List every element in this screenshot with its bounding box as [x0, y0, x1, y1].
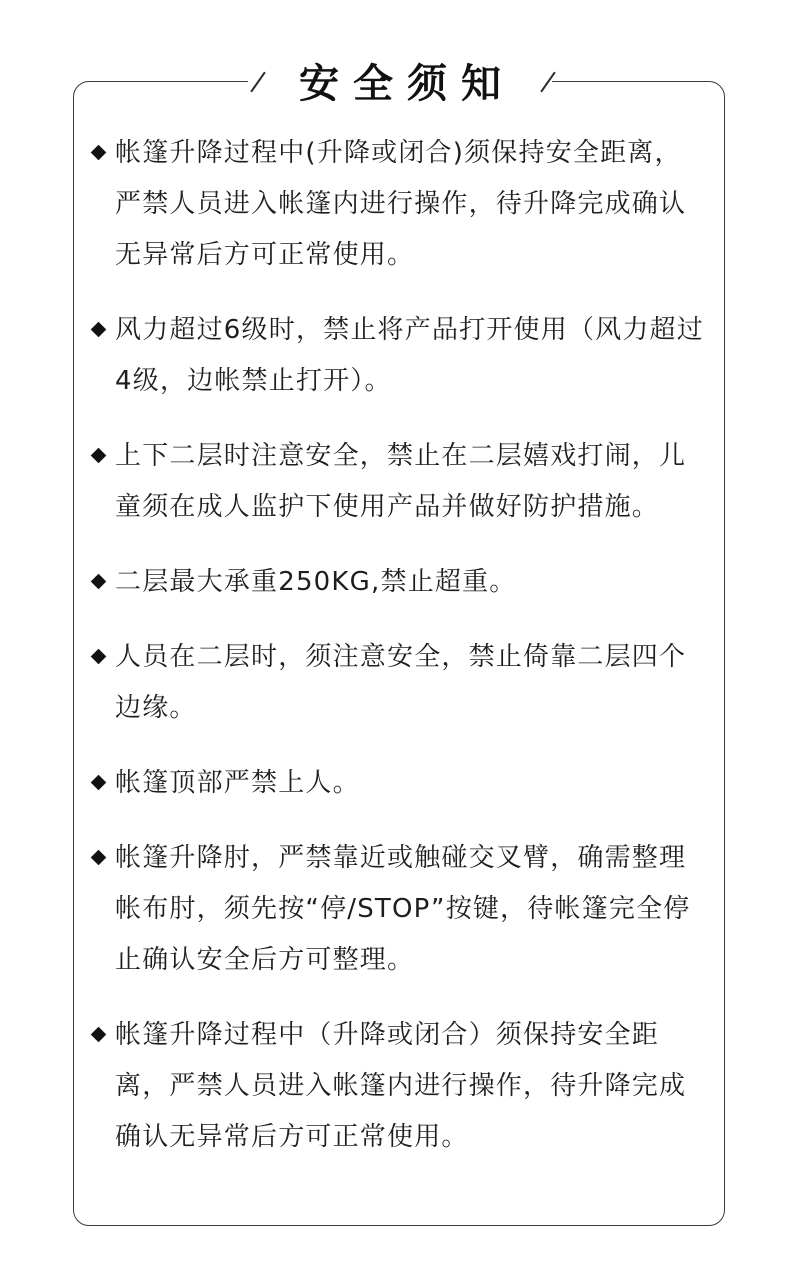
notice-text: 帐篷升降过程中（升降或闭合）须保持安全距离，严禁人员进入帐篷内进行操作，待升降完成确认无异常后方可正常使用。 [115, 1020, 687, 1152]
diamond-bullet-icon [91, 1027, 107, 1043]
diamond-bullet-icon [91, 448, 107, 464]
notice-list [92, 128, 704, 1187]
notice-text: 风力超过6级时，禁止将产品打开使用（风力超过4级，边帐禁止打开）。 [115, 315, 704, 396]
notice-item [92, 128, 704, 281]
diamond-bullet-icon [91, 850, 107, 866]
notice-text: 二层最大承重250KG,禁止超重。 [115, 567, 517, 597]
diamond-bullet-icon [91, 775, 107, 791]
notice-item [92, 632, 704, 734]
notice-text: 人员在二层时，须注意安全，禁止倚靠二层四个边缘。 [115, 642, 687, 723]
notice-item [92, 833, 704, 986]
diamond-bullet-icon [91, 574, 107, 590]
page-title: 安全须知 [299, 61, 515, 107]
notice-item [92, 431, 704, 533]
diamond-bullet-icon [91, 322, 107, 338]
notice-text: 帐篷升降肘，严禁靠近或触碰交叉臂，确需整理帐布肘，须先按“停/STOP”按键，待帐篷完全停止确认安全后方可整理。 [115, 843, 691, 975]
notice-text: 上下二层时注意安全，禁止在二层嬉戏打闹，儿童须在成人监护下使用产品并做好防护措施。 [115, 441, 687, 522]
notice-item [92, 1010, 704, 1163]
notice-item [92, 557, 704, 608]
notice-item [92, 305, 704, 407]
notice-text: 帐篷顶部严禁上人。 [115, 768, 360, 798]
diamond-bullet-icon [91, 145, 107, 161]
diamond-bullet-icon [91, 649, 107, 665]
notice-text: 帐篷升降过程中(升降或闭合)须保持安全距离，严禁人员进入帐篷内进行操作，待升降完成确认无异常后方可正常使用。 [115, 138, 687, 270]
notice-item [92, 758, 704, 809]
